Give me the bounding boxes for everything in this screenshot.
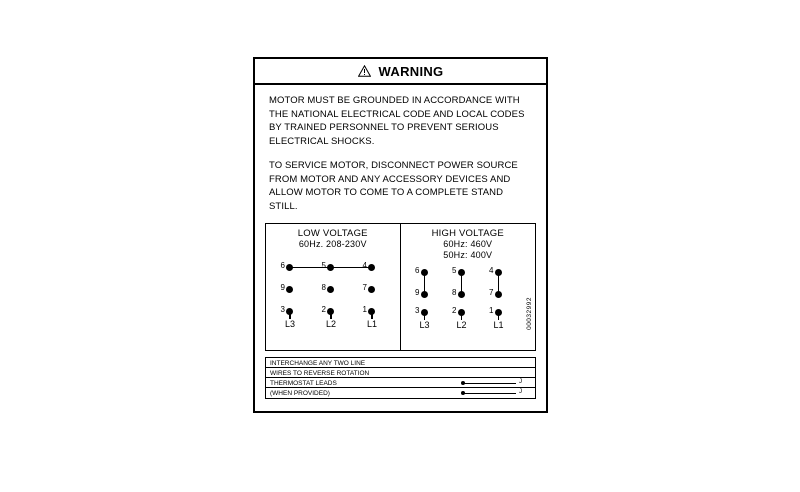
low-voltage-subtitle-1: 60Hz. 208-230V	[298, 239, 367, 249]
panel-low-voltage	[266, 224, 401, 350]
motor-nameplate	[253, 57, 548, 413]
warning-paragraph-1: MOTOR MUST BE GROUNDED IN ACCORDANCE WITH THE NATIONAL ELECTRICAL CODE AND LOCAL CODES BY TRAINED PERSONNEL TO PREVENT SERIOUS ELECTRICAL SHOCKS.	[269, 95, 525, 147]
terminal-dot-8-low	[327, 286, 334, 293]
terminal-label-6-low: 6	[280, 261, 285, 270]
lead-stub-l1-low	[371, 311, 373, 319]
terminal-label-2-high: 2	[452, 306, 457, 315]
terminal-label-5-high: 5	[452, 266, 457, 275]
low-voltage-title: LOW VOLTAGE	[297, 228, 368, 239]
thermostat-lead-graphic-1	[461, 378, 531, 387]
low-voltage-title-block	[266, 228, 400, 250]
terminal-dot-4-low	[368, 264, 375, 271]
note-row-1: INTERCHANGE ANY TWO LINE	[266, 358, 535, 368]
terminal-label-8-low: 8	[321, 283, 326, 292]
wiring-panels	[265, 223, 536, 351]
terminal-label-8-high: 8	[452, 288, 457, 297]
lead-label-l3-high: L3	[419, 320, 430, 330]
note-row-2: WIRES TO REVERSE ROTATION	[266, 368, 535, 378]
high-voltage-subtitle-1: 60Hz: 460V	[443, 239, 493, 249]
warning-text-block	[255, 85, 546, 219]
terminal-label-7-high: 7	[489, 288, 494, 297]
note-row-3-text: THERMOSTAT LEADS	[270, 380, 337, 387]
lead-label-l1-high: L1	[493, 320, 504, 330]
lead-stub-l1-high	[498, 312, 500, 320]
footer-notes	[265, 357, 536, 399]
warning-triangle-icon	[358, 65, 371, 77]
terminal-label-9-low: 9	[280, 283, 285, 292]
high-voltage-subtitle-2: 50Hz: 400V	[443, 250, 493, 260]
warning-paragraph-2: TO SERVICE MOTOR, DISCONNECT POWER SOURCE FROM MOTOR AND ANY ACCESSORY DEVICES AND ALLOW MOTOR TO COME TO A COMPLETE STAND STILL.	[269, 160, 518, 212]
terminal-label-5-low: 5	[321, 261, 326, 270]
high-voltage-diagram	[401, 262, 536, 334]
lead-label-l1-low: L1	[366, 319, 377, 329]
terminal-dot-7-high	[495, 291, 502, 298]
terminal-label-6-high: 6	[415, 266, 420, 275]
lead-label-l2-high: L2	[456, 320, 467, 330]
note-row-4	[266, 388, 535, 398]
lead-stub-l2-low	[330, 311, 332, 319]
terminal-label-1-high: 1	[489, 306, 494, 315]
terminal-label-3-low: 3	[280, 305, 285, 314]
lead-stub-l2-high	[461, 312, 463, 320]
lead-stub-l3-low	[289, 311, 291, 319]
terminal-label-4-high: 4	[489, 266, 494, 275]
terminal-dot-5-low	[327, 264, 334, 271]
high-voltage-title: HIGH VOLTAGE	[431, 228, 504, 239]
low-voltage-diagram	[266, 253, 400, 337]
drawing-code: 00032992	[526, 297, 533, 330]
terminal-label-4-low: 4	[362, 261, 367, 270]
high-voltage-title-block	[401, 228, 536, 261]
lead-label-l3-low: L3	[284, 319, 295, 329]
warning-label: WARNING	[378, 63, 444, 79]
thermostat-line-2	[464, 393, 516, 394]
thermostat-lead-label-1: J	[519, 379, 522, 385]
lead-stub-l3-high	[424, 312, 426, 320]
terminal-dot-9-low	[286, 286, 293, 293]
terminal-label-1-low: 1	[362, 305, 367, 314]
terminal-label-3-high: 3	[415, 306, 420, 315]
terminal-dot-9-high	[421, 291, 428, 298]
terminal-label-7-low: 7	[362, 283, 367, 292]
thermostat-lead-graphic-2	[461, 388, 531, 398]
thermostat-lead-label-2: J	[519, 389, 522, 395]
warning-header	[255, 59, 546, 85]
panel-high-voltage	[401, 224, 536, 350]
terminal-label-2-low: 2	[321, 305, 326, 314]
terminal-dot-8-high	[458, 291, 465, 298]
lead-label-l2-low: L2	[325, 319, 336, 329]
thermostat-line-1	[464, 383, 516, 384]
note-row-4-text: (WHEN PROVIDED)	[270, 390, 330, 397]
terminal-dot-6-low	[286, 264, 293, 271]
note-row-3	[266, 378, 535, 388]
terminal-dot-7-low	[368, 286, 375, 293]
terminal-label-9-high: 9	[415, 288, 420, 297]
